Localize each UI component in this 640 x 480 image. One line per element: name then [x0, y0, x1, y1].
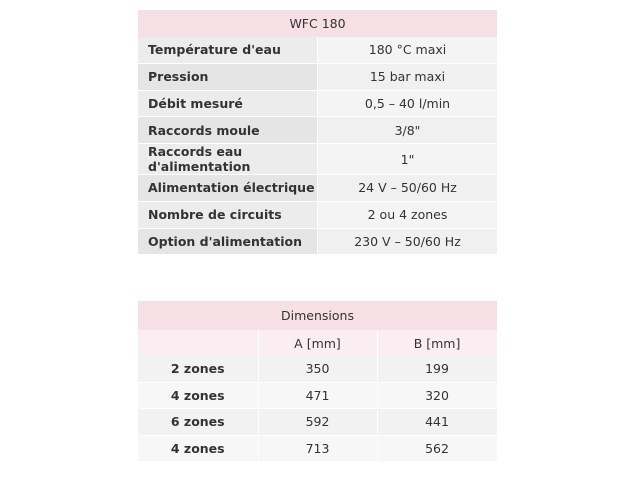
zones-cell: 4 zones — [138, 435, 258, 462]
spec-value: 3/8" — [318, 117, 498, 144]
dimensions-header-row — [138, 330, 497, 356]
spec-label: Température d'eau — [138, 37, 318, 63]
table-row — [138, 356, 497, 382]
a-value-cell: 713 — [258, 435, 377, 462]
spec-label: Alimentation électrique — [138, 175, 318, 202]
table-row — [138, 228, 497, 255]
a-value-cell: 471 — [258, 382, 377, 409]
table-row — [138, 90, 497, 117]
dimensions-title-row — [138, 301, 497, 330]
b-value-cell: 562 — [377, 435, 497, 462]
spec-value: 180 °C maxi — [318, 37, 498, 63]
table-row — [138, 435, 497, 462]
table-row — [138, 63, 497, 90]
spec-label: Raccords moule — [138, 117, 318, 144]
spec-value: 24 V – 50/60 Hz — [318, 175, 498, 202]
table-row — [138, 144, 497, 175]
spec-label: Raccords eau d'alimentation — [138, 144, 318, 175]
b-value-cell: 199 — [377, 356, 497, 382]
zones-cell: 2 zones — [138, 356, 258, 382]
table-row — [138, 409, 497, 436]
table-row — [138, 175, 497, 202]
table-row — [138, 37, 497, 63]
table-row — [138, 382, 497, 409]
specs-table — [138, 10, 497, 255]
column-header-empty — [138, 330, 258, 356]
a-value-cell: 592 — [258, 409, 377, 436]
dimensions-table — [138, 301, 498, 462]
a-value-cell: 350 — [258, 356, 377, 382]
table-row — [138, 117, 497, 144]
spec-label: Nombre de circuits — [138, 201, 318, 228]
spec-value: 1" — [318, 144, 498, 175]
column-header-b: B [mm] — [377, 330, 497, 356]
spec-label: Option d'alimentation — [138, 228, 318, 255]
spec-label: Pression — [138, 63, 318, 90]
spec-value: 15 bar maxi — [318, 63, 498, 90]
b-value-cell: 320 — [377, 382, 497, 409]
dimensions-title: Dimensions — [138, 301, 497, 330]
table-row — [138, 201, 497, 228]
specs-title-row — [138, 10, 497, 37]
specs-title: WFC 180 — [138, 10, 497, 37]
spec-label: Débit mesuré — [138, 90, 318, 117]
b-value-cell: 441 — [377, 409, 497, 436]
zones-cell: 6 zones — [138, 409, 258, 436]
spec-value: 230 V – 50/60 Hz — [318, 228, 498, 255]
zones-cell: 4 zones — [138, 382, 258, 409]
column-header-a: A [mm] — [258, 330, 377, 356]
spec-value: 0,5 – 40 l/min — [318, 90, 498, 117]
spec-value: 2 ou 4 zones — [318, 201, 498, 228]
